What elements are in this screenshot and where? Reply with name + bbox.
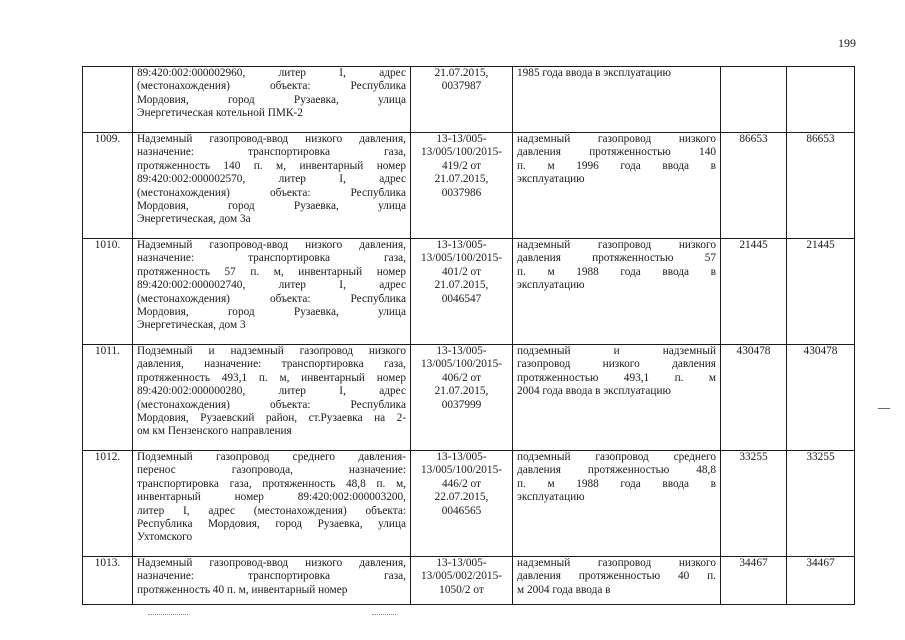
cell-line: 13-13/005- bbox=[436, 239, 487, 251]
value-cell-1 bbox=[721, 557, 787, 605]
cell-line: давления протяженностью 57 bbox=[517, 252, 716, 265]
cell-line: п. м 1996 года ввода в bbox=[517, 159, 716, 172]
cell-line: назначение: транспортировка газа, bbox=[137, 570, 406, 583]
cell-line: назначение: транспортировка газа, bbox=[137, 146, 406, 159]
value-cell-2 bbox=[787, 133, 855, 239]
cell-line: 13-13/005- bbox=[436, 557, 487, 569]
cell-line: 13-13/005- bbox=[436, 345, 487, 357]
cell-line: (местонахождения) объекта: Республика bbox=[137, 80, 406, 93]
cell-line: 0046565 bbox=[441, 504, 482, 517]
cell-line: Энергетическая, дом 3а bbox=[137, 213, 251, 226]
value-1: 33255 bbox=[739, 451, 768, 463]
cell-line: 22.07.2015, bbox=[434, 491, 489, 504]
footer-mark bbox=[148, 614, 188, 615]
registration-cell bbox=[411, 345, 513, 451]
margin-mark bbox=[878, 408, 890, 409]
cell-line: 89:420:002:000002740, литер I, адрес bbox=[137, 279, 406, 292]
cell-line: 13/005/100/2015- bbox=[421, 146, 502, 159]
row-number-cell bbox=[83, 557, 133, 605]
cell-line: надземный газопровод низкого bbox=[517, 557, 716, 569]
row-number-cell bbox=[83, 133, 133, 239]
value-cell-2 bbox=[787, 67, 855, 133]
value-cell-1 bbox=[721, 133, 787, 239]
registry-table bbox=[82, 66, 855, 605]
characteristics-cell bbox=[513, 451, 721, 557]
cell-line: протяженность 57 п. м, инвентарный номер bbox=[137, 265, 406, 278]
row-number: 1009. bbox=[94, 133, 121, 145]
cell-line: ом км Пензенского направления bbox=[137, 425, 292, 438]
value-cell-2 bbox=[787, 239, 855, 345]
cell-line: м 2004 года ввода в bbox=[517, 583, 611, 596]
footer-mark bbox=[372, 614, 396, 615]
cell-line: давления протяженностью 140 bbox=[517, 146, 716, 159]
cell-line: 21.07.2015, bbox=[434, 67, 489, 79]
cell-line: Надземный газопровод-ввод низкого давления, bbox=[137, 133, 406, 145]
cell-line: надземный газопровод низкого bbox=[517, 239, 716, 251]
object-description-cell bbox=[133, 451, 411, 557]
cell-line: п. м 1988 года ввода в bbox=[517, 477, 716, 490]
object-description-cell bbox=[133, 239, 411, 345]
registration-cell bbox=[411, 239, 513, 345]
cell-line: надземный газопровод низкого bbox=[517, 133, 716, 145]
cell-line: 89:420:002:000002960, литер I, адрес bbox=[137, 67, 406, 79]
cell-line: Надземный газопровод-ввод низкого давления, bbox=[137, 557, 406, 569]
characteristics-cell bbox=[513, 557, 721, 605]
row-number-cell bbox=[83, 345, 133, 451]
row-number: 1012. bbox=[94, 451, 121, 463]
cell-line: давления протяженностью 40 п. bbox=[517, 570, 716, 583]
cell-line: 89:420:002:000002570, литер I, адрес bbox=[137, 173, 406, 186]
object-description-cell bbox=[133, 557, 411, 605]
value-cell-2 bbox=[787, 345, 855, 451]
characteristics-cell bbox=[513, 133, 721, 239]
page-number: 199 bbox=[838, 36, 856, 50]
cell-line: 1050/2 от bbox=[439, 583, 484, 596]
row-number-cell bbox=[83, 239, 133, 345]
value-cell-1 bbox=[721, 345, 787, 451]
table-body bbox=[83, 67, 855, 605]
cell-line: подземный газопровод среднего bbox=[517, 451, 716, 463]
cell-line: 419/2 от bbox=[442, 159, 481, 172]
cell-line: Энергетическая котельной ПМК-2 bbox=[137, 107, 303, 120]
registration-cell bbox=[411, 67, 513, 133]
cell-line: эксплуатацию bbox=[517, 173, 585, 186]
cell-line: 13/005/100/2015- bbox=[421, 252, 502, 265]
cell-line: Мордовия, Рузаевский район, ст.Рузаевка на 2- bbox=[137, 412, 406, 425]
cell-line: 21.07.2015, bbox=[434, 173, 489, 186]
cell-line: назначение: транспортировка газа, bbox=[137, 252, 406, 265]
cell-line: 13-13/005- bbox=[436, 451, 487, 463]
cell-line: протяженностью 493,1 п. м bbox=[517, 371, 716, 384]
cell-line: Республика Мордовия, город Рузаевка, улица bbox=[137, 518, 406, 531]
cell-line: транспортировка газа, протяженность 48,8 п. м, bbox=[137, 477, 406, 490]
value-1: 21445 bbox=[739, 239, 768, 251]
cell-line: 21.07.2015, bbox=[434, 385, 489, 398]
cell-line: 13-13/005- bbox=[436, 133, 487, 145]
cell-line: 0037999 bbox=[441, 398, 482, 411]
cell-line: Мордовия, город Рузаевка, улица bbox=[137, 200, 406, 213]
cell-line: Надземный газопровод-ввод низкого давления, bbox=[137, 239, 406, 251]
cell-line: газопровод низкого давления bbox=[517, 358, 716, 371]
value-2: 21445 bbox=[806, 239, 835, 251]
cell-line: подземный и надземный bbox=[517, 345, 716, 357]
registration-cell bbox=[411, 133, 513, 239]
table-row bbox=[83, 239, 855, 345]
row-number-cell bbox=[83, 451, 133, 557]
row-number: 1011. bbox=[95, 345, 120, 357]
object-description-cell bbox=[133, 133, 411, 239]
value-1: 430478 bbox=[736, 345, 771, 357]
cell-line: Мордовия, город Рузаевка, улица bbox=[137, 306, 406, 319]
cell-line: 13/005/100/2015- bbox=[421, 464, 502, 477]
object-description-cell bbox=[133, 345, 411, 451]
value-cell-1 bbox=[721, 239, 787, 345]
cell-line: Мордовия, город Рузаевка, улица bbox=[137, 93, 406, 106]
value-2: 86653 bbox=[806, 133, 835, 145]
cell-line: 2004 года ввода в эксплуатацию bbox=[517, 385, 671, 398]
characteristics-cell bbox=[513, 345, 721, 451]
characteristics-cell bbox=[513, 239, 721, 345]
value-cell-2 bbox=[787, 557, 855, 605]
value-cell-1 bbox=[721, 67, 787, 133]
cell-line: инвентарный номер 89:420:002:000003200, bbox=[137, 491, 406, 504]
value-2: 33255 bbox=[806, 451, 835, 463]
value-1: 86653 bbox=[739, 133, 768, 145]
cell-line: Энергетическая, дом 3 bbox=[137, 319, 246, 332]
cell-line: эксплуатацию bbox=[517, 491, 585, 504]
value-cell-2 bbox=[787, 451, 855, 557]
cell-line: протяженность 40 п. м, инвентарный номер bbox=[137, 583, 348, 596]
cell-line: Подземный и надземный газопровод низкого bbox=[137, 345, 406, 357]
cell-line: 0037986 bbox=[441, 186, 482, 199]
cell-line: 406/2 от bbox=[442, 371, 481, 384]
cell-line: эксплуатацию bbox=[517, 279, 585, 292]
cell-line: 13/005/002/2015- bbox=[421, 570, 502, 583]
table-row bbox=[83, 133, 855, 239]
registration-cell bbox=[411, 451, 513, 557]
registration-cell bbox=[411, 557, 513, 605]
table-row bbox=[83, 345, 855, 451]
row-number: 1010. bbox=[94, 239, 121, 251]
table-row bbox=[83, 451, 855, 557]
cell-line: литер I, адрес (местонахождения) объекта: bbox=[137, 504, 406, 517]
cell-line: Подземный газопровод среднего давления- bbox=[137, 451, 406, 463]
characteristics-cell bbox=[513, 67, 721, 133]
row-number-cell bbox=[83, 67, 133, 133]
object-description-cell bbox=[133, 67, 411, 133]
value-2: 34467 bbox=[806, 557, 835, 569]
cell-line: (местонахождения) объекта: Республика bbox=[137, 292, 406, 305]
cell-line: давления, назначение: транспортировка газа, bbox=[137, 358, 406, 371]
cell-line: п. м 1988 года ввода в bbox=[517, 265, 716, 278]
cell-line: 21.07.2015, bbox=[434, 279, 489, 292]
cell-line: 1985 года ввода в эксплуатацию bbox=[517, 67, 671, 79]
cell-line: 0046547 bbox=[441, 292, 482, 305]
cell-line: перенос газопровода, назначение: bbox=[137, 464, 406, 477]
cell-line: протяженность 493,1 п. м, инвентарный номер bbox=[137, 371, 406, 384]
table-row bbox=[83, 557, 855, 605]
value-2: 430478 bbox=[803, 345, 838, 357]
cell-line: 446/2 от bbox=[442, 477, 481, 490]
cell-line: 13/005/100/2015- bbox=[421, 358, 502, 371]
cell-line: 89:420:002:000000280, литер I, адрес bbox=[137, 385, 406, 398]
cell-line: Ухтомского bbox=[137, 531, 193, 544]
table-row bbox=[83, 67, 855, 133]
cell-line: (местонахождения) объекта: Республика bbox=[137, 186, 406, 199]
value-1: 34467 bbox=[739, 557, 768, 569]
cell-line: давления протяженностью 48,8 bbox=[517, 464, 716, 477]
cell-line: (местонахождения) объекта: Республика bbox=[137, 398, 406, 411]
value-cell-1 bbox=[721, 451, 787, 557]
row-number: 1013. bbox=[94, 557, 121, 569]
cell-line: 401/2 от bbox=[442, 265, 481, 278]
cell-line: протяженность 140 п. м, инвентарный номер bbox=[137, 159, 406, 172]
cell-line: 0037987 bbox=[441, 80, 482, 93]
